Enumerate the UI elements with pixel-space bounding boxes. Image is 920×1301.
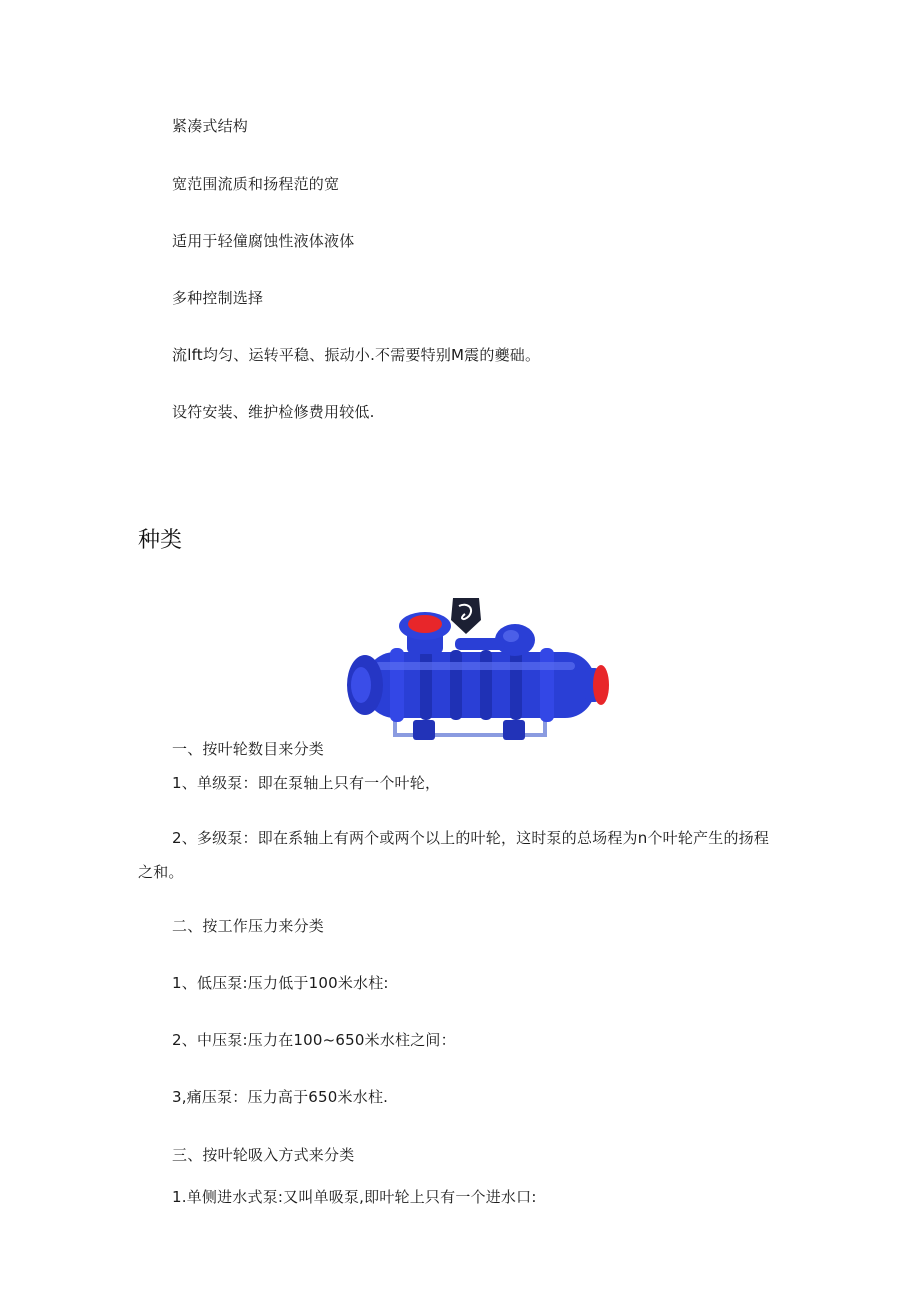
feature-item: 设符安装、维护检修费用较低. [172, 403, 375, 421]
list-item: 3,痛压泵：压力高于650米水柱. [172, 1088, 389, 1106]
list-item: 1、单级泵：即在泵轴上只有一个叶轮， [172, 774, 441, 792]
feature-item: 适用于轻僮腐蚀性液体液体 [172, 232, 355, 250]
feature-item: 流lft均匀、运转平稳、振动小.不需要特别M震的夔础。 [172, 346, 541, 364]
group-title: 一、按叶轮数目来分类 [172, 740, 325, 758]
list-item-continuation: 之和。 [138, 863, 184, 881]
feature-item: 多种控制选择 [172, 289, 264, 307]
section-heading: 种类 [138, 528, 183, 553]
list-item: 2、多级泵：即在系轴上有两个或两个以上的叶轮，这时泵的总场程为n个叶轮产生的扬程 [172, 829, 770, 847]
group-title: 二、按工作压力来分类 [172, 917, 325, 935]
pump-image [335, 590, 615, 750]
list-item: 1、低压泵:压力低于100米水柱: [172, 974, 389, 992]
feature-item: 紧凑式结构 [172, 117, 249, 135]
list-item: 1.单侧进水式泵:又叫单吸泵,即叶轮上只有一个进水口: [172, 1188, 537, 1206]
group-title: 三、按叶轮吸入方式来分类 [172, 1146, 355, 1164]
feature-item: 宽范围流质和扬程范的宽 [172, 175, 340, 193]
list-item: 2、中压泵:压力在100~650米水柱之间： [172, 1031, 456, 1049]
